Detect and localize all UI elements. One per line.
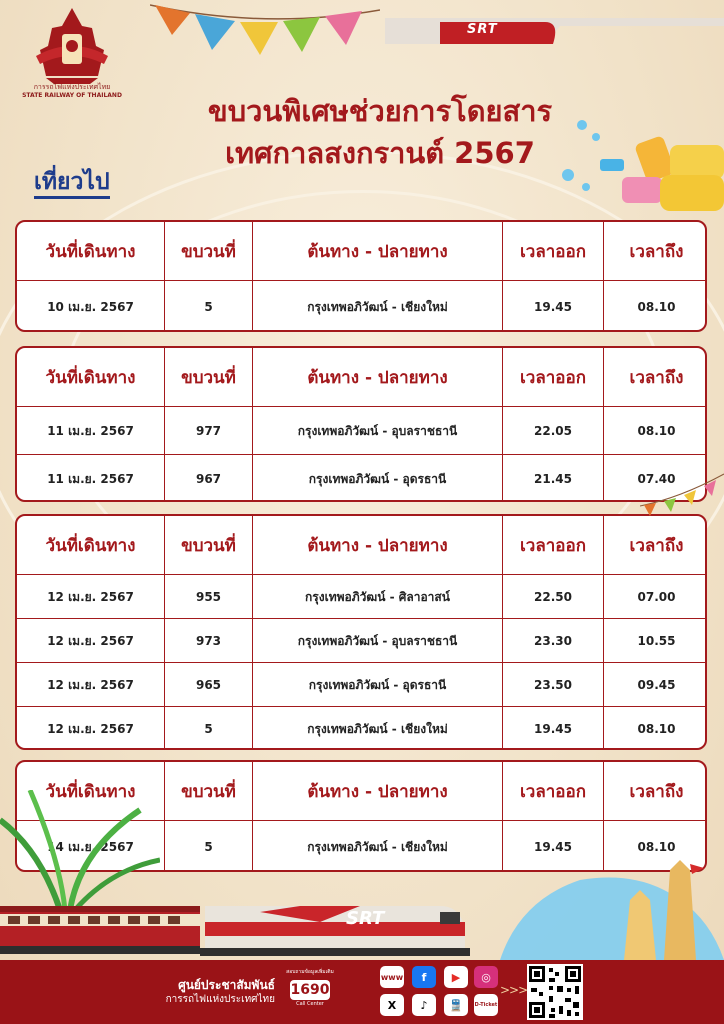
header-route: ต้นทาง - ปลายทาง — [252, 348, 502, 406]
cell-train: 5 — [164, 821, 252, 872]
train-srt-logo: SRT — [346, 908, 385, 929]
header-date: วันที่เดินทาง — [45, 535, 136, 556]
arrows-icon: >>> — [500, 983, 528, 997]
water-gun-illustration — [560, 115, 724, 225]
cell-date: 10 เม.ย. 2567 — [47, 299, 134, 314]
cell-train: 977 — [164, 407, 252, 455]
cell-arrive: 09.45 — [603, 663, 707, 707]
side-bunting — [640, 470, 724, 516]
cell-route: กรุงเทพอภิวัฒน์ - อุบลราชธานี — [252, 407, 502, 455]
logo-text-english: STATE RAILWAY OF THAILAND — [22, 92, 122, 99]
cell-arrive: 08.10 — [603, 707, 707, 750]
cell-depart: 22.50 — [502, 575, 603, 619]
table-row — [17, 280, 705, 332]
website-icon[interactable]: www — [380, 966, 404, 988]
page-subtitle: เทศกาลสงกรานต์ 2567 — [225, 136, 535, 170]
header-date: วันที่เดินทาง — [45, 781, 136, 802]
schedule-block-3 — [15, 514, 707, 750]
logo-text-thai: การรถไฟแห่งประเทศไทย — [33, 83, 111, 91]
cell-date: 11 เม.ย. 2567 — [47, 471, 134, 486]
cell-route: กรุงเทพอภิวัฒน์ - เชียงใหม่ — [252, 281, 502, 332]
footer-bar — [0, 960, 724, 1024]
header-train: ขบวนที่ — [164, 222, 252, 280]
footer-center-org: การรถไฟแห่งประเทศไทย — [165, 994, 275, 1005]
cell-route: กรุงเทพอภิวัฒน์ - เชียงใหม่ — [252, 821, 502, 872]
header-route: ต้นทาง - ปลายทาง — [252, 762, 502, 820]
table-row — [17, 706, 705, 750]
x-twitter-icon[interactable]: X — [380, 994, 404, 1016]
header-route: ต้นทาง - ปลายทาง — [252, 516, 502, 574]
call-center-label: Call Center — [296, 1001, 324, 1007]
header-depart: เวลาออก — [502, 516, 603, 574]
cell-arrive: 08.10 — [603, 821, 707, 872]
cell-date: 12 เม.ย. 2567 — [47, 589, 134, 604]
direction-label: เที่ยวไป — [34, 168, 110, 199]
cell-arrive: 08.10 — [603, 407, 707, 455]
cell-date: 12 เม.ย. 2567 — [47, 721, 134, 736]
train-app-icon[interactable]: 🚆 — [444, 994, 468, 1016]
cell-depart: 22.05 — [502, 407, 603, 455]
cell-route: กรุงเทพอภิวัฒน์ - อุดรธานี — [252, 663, 502, 707]
header-train: ขบวนที่ — [164, 348, 252, 406]
cell-train: 967 — [164, 455, 252, 502]
cell-arrive: 07.40 — [603, 455, 707, 502]
footer-center-name: ศูนย์ประชาสัมพันธ์ — [178, 978, 275, 992]
header-train: ขบวนที่ — [164, 762, 252, 820]
facebook-icon[interactable]: f — [412, 966, 436, 988]
top-stripe — [385, 18, 724, 44]
cell-route: กรุงเทพอภิวัฒน์ - อุบลราชธานี — [252, 619, 502, 663]
table-header-row — [17, 222, 705, 280]
header-depart: เวลาออก — [502, 222, 603, 280]
qr-code[interactable] — [527, 964, 583, 1020]
header-arrive: เวลาถึง — [603, 222, 707, 280]
header-route: ต้นทาง - ปลายทาง — [252, 222, 502, 280]
header-arrive: เวลาถึง — [603, 762, 707, 820]
header-arrive: เวลาถึง — [603, 516, 707, 574]
train-illustration — [0, 892, 470, 960]
cell-date: 14 เม.ย. 2567 — [47, 839, 134, 854]
cell-depart: 23.30 — [502, 619, 603, 663]
cell-depart: 19.45 — [502, 821, 603, 872]
cell-route: กรุงเทพอภิวัฒน์ - เชียงใหม่ — [252, 707, 502, 750]
schedule-block-2 — [15, 346, 707, 502]
call-center-caption: สอบถามข้อมูลเพิ่มเติม — [286, 969, 334, 975]
cell-depart: 21.45 — [502, 455, 603, 502]
cell-depart: 19.45 — [502, 707, 603, 750]
cell-train: 955 — [164, 575, 252, 619]
cell-date: 12 เม.ย. 2567 — [47, 633, 134, 648]
cell-date: 12 เม.ย. 2567 — [47, 677, 134, 692]
cell-route: กรุงเทพอภิวัฒน์ - อุดรธานี — [252, 455, 502, 502]
tiktok-icon[interactable]: ♪ — [412, 994, 436, 1016]
table-header-row — [17, 516, 705, 574]
header-date: วันที่เดินทาง — [45, 241, 136, 262]
header-date: วันที่เดินทาง — [45, 367, 136, 388]
cell-train: 973 — [164, 619, 252, 663]
cell-arrive: 07.00 — [603, 575, 707, 619]
table-row — [17, 454, 705, 502]
table-row — [17, 406, 705, 455]
page-title: ขบวนพิเศษช่วยการโดยสาร — [207, 94, 553, 128]
table-header-row — [17, 348, 705, 406]
call-center-number[interactable]: 1690 — [290, 982, 330, 998]
table-row — [17, 574, 705, 619]
cell-route: กรุงเทพอภิวัฒน์ - ศิลาอาสน์ — [252, 575, 502, 619]
cell-depart: 19.45 — [502, 281, 603, 332]
header-depart: เวลาออก — [502, 762, 603, 820]
srt-tag: SRT — [467, 22, 498, 37]
cell-depart: 23.50 — [502, 663, 603, 707]
instagram-icon[interactable]: ◎ — [474, 966, 498, 988]
table-row — [17, 662, 705, 707]
table-row — [17, 618, 705, 663]
cell-train: 965 — [164, 663, 252, 707]
cell-train: 5 — [164, 281, 252, 332]
cell-date: 11 เม.ย. 2567 — [47, 423, 134, 438]
header-depart: เวลาออก — [502, 348, 603, 406]
cell-arrive: 08.10 — [603, 281, 707, 332]
flag-bunting — [150, 0, 380, 70]
youtube-icon[interactable]: ▶ — [444, 966, 468, 988]
header-arrive: เวลาถึง — [603, 348, 707, 406]
cell-arrive: 10.55 — [603, 619, 707, 663]
schedule-block-1 — [15, 220, 707, 332]
water-splash-pagoda-illustration — [500, 860, 724, 960]
cell-train: 5 — [164, 707, 252, 750]
d-ticket-icon[interactable]: D-Ticket — [474, 994, 498, 1016]
header-train: ขบวนที่ — [164, 516, 252, 574]
